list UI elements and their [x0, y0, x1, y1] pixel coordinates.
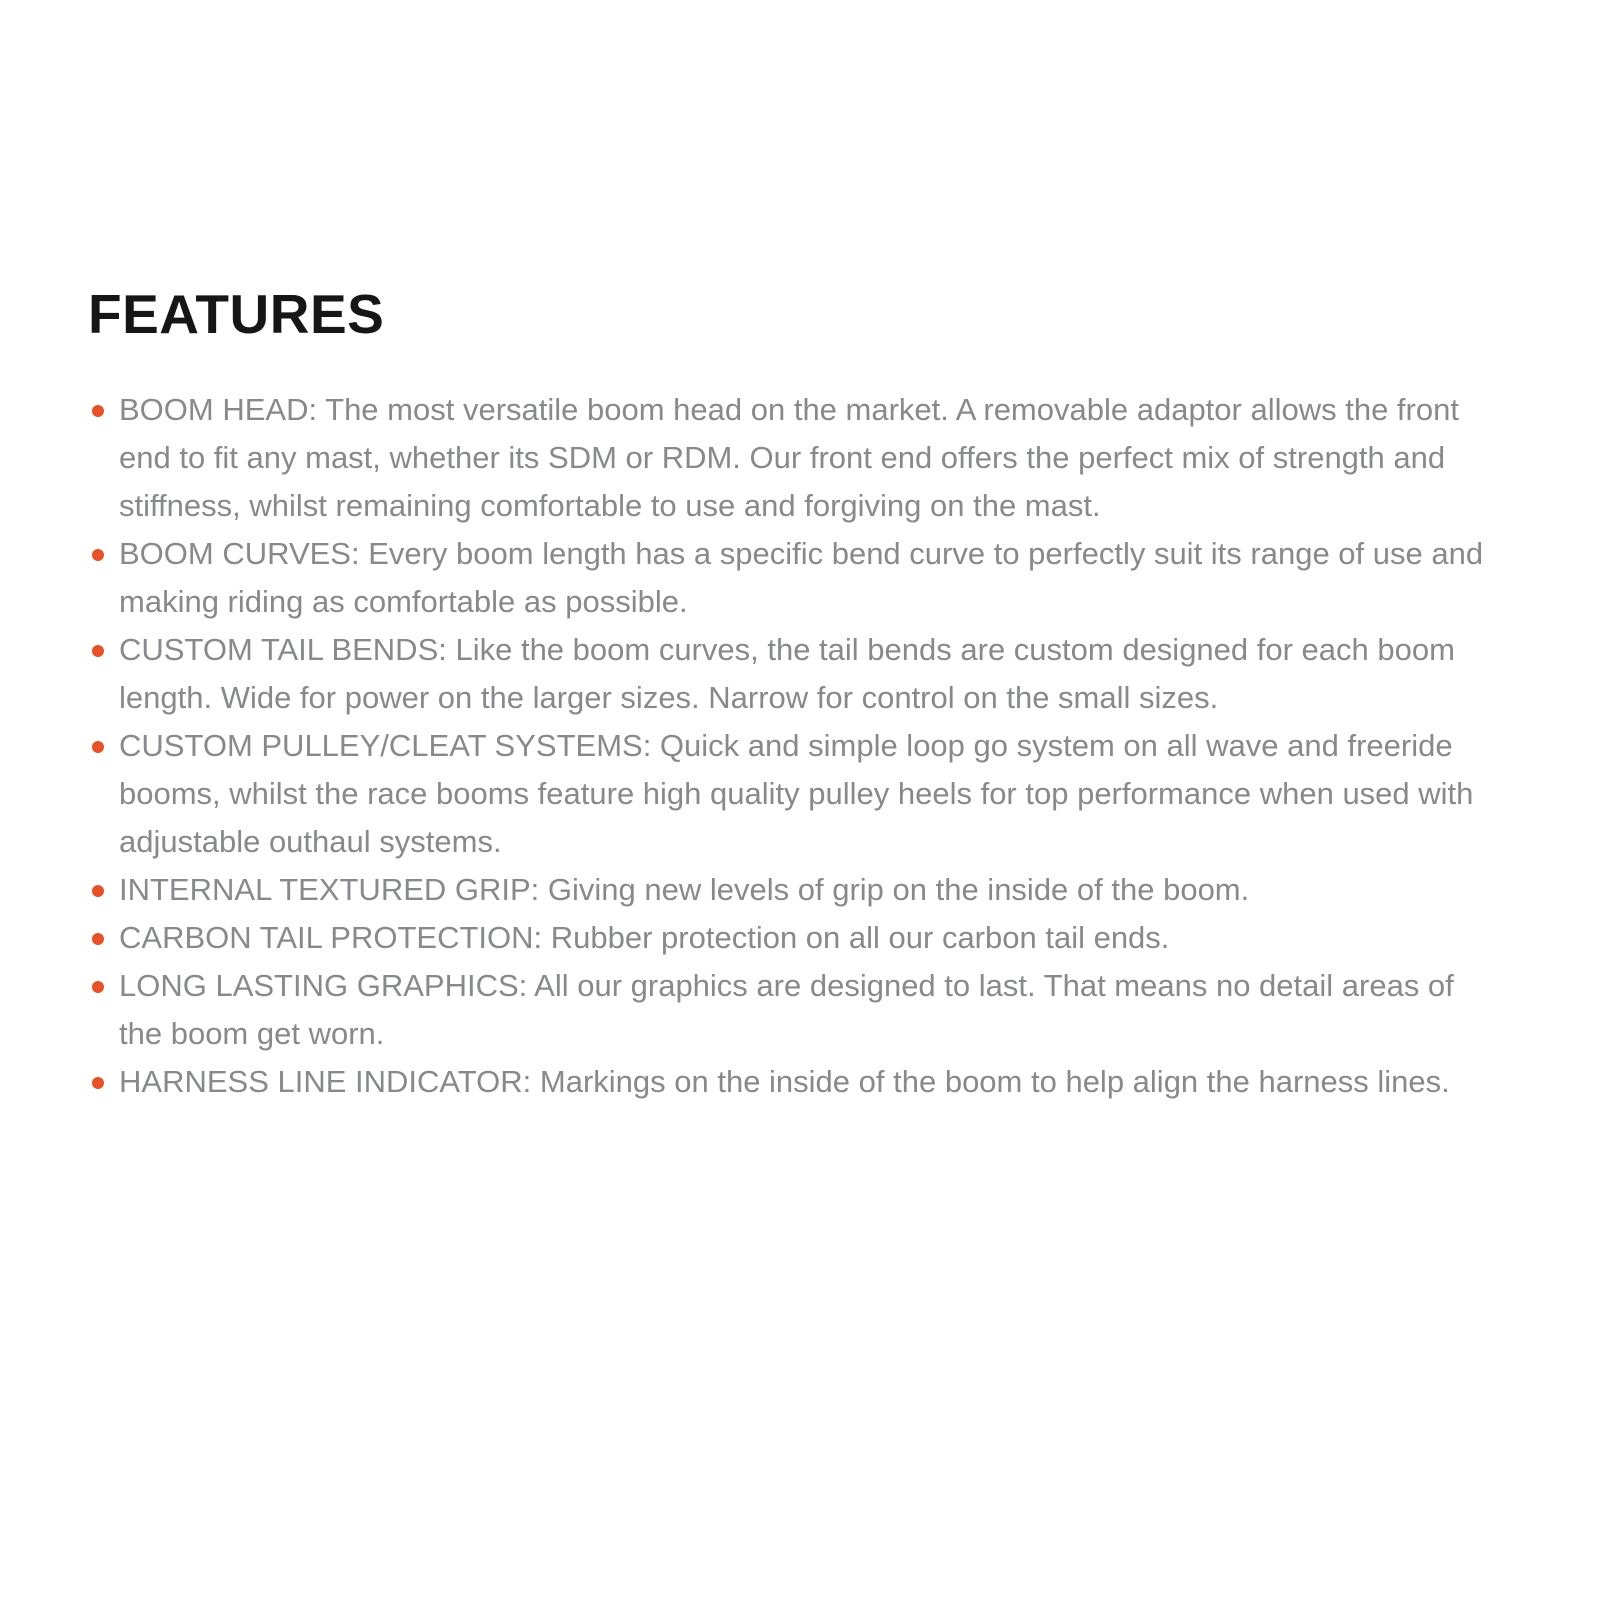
bullet-icon	[92, 549, 104, 561]
feature-text: CUSTOM PULLEY/CLEAT SYSTEMS: Quick and simple loop go system on all wave and freeride booms, whilst the race booms feature high quality pulley heels for top performance when used with adjustable outhaul systems.	[119, 728, 1474, 859]
bullet-icon	[92, 1077, 104, 1089]
list-item	[92, 1058, 1503, 1106]
list-item	[92, 530, 1503, 626]
bullet-icon	[92, 741, 104, 753]
list-item	[92, 386, 1503, 530]
feature-text: LONG LASTING GRAPHICS: All our graphics are designed to last. That means no detail areas of the boom get worn.	[119, 968, 1454, 1051]
list-item	[92, 866, 1503, 914]
list-item	[92, 722, 1503, 866]
feature-text: CARBON TAIL PROTECTION: Rubber protection on all our carbon tail ends.	[119, 920, 1170, 955]
features-list	[88, 386, 1503, 1106]
bullet-icon	[92, 405, 104, 417]
feature-text: HARNESS LINE INDICATOR: Markings on the inside of the boom to help align the harness lines.	[119, 1064, 1450, 1099]
bullet-icon	[92, 933, 104, 945]
bullet-icon	[92, 885, 104, 897]
feature-text: INTERNAL TEXTURED GRIP: Giving new levels of grip on the inside of the boom.	[119, 872, 1250, 907]
feature-text: BOOM HEAD: The most versatile boom head on the market. A removable adaptor allows the front end to fit any mast, whether its SDM or RDM. Our front end offers the perfect mix of strength and stiffness, whilst remaining comfortable to use and forgiving on the mast.	[119, 392, 1459, 523]
list-item	[92, 914, 1503, 962]
feature-text: BOOM CURVES: Every boom length has a specific bend curve to perfectly suit its range of use and making riding as comfortable as possible.	[119, 536, 1484, 619]
features-section	[88, 282, 1503, 1106]
bullet-icon	[92, 645, 104, 657]
bullet-icon	[92, 981, 104, 993]
list-item	[92, 962, 1503, 1058]
section-title: FEATURES	[88, 283, 385, 345]
list-item	[92, 626, 1503, 722]
feature-text: CUSTOM TAIL BENDS: Like the boom curves, the tail bends are custom designed for each boom length. Wide for power on the larger sizes. Narrow for control on the small sizes.	[119, 632, 1455, 715]
